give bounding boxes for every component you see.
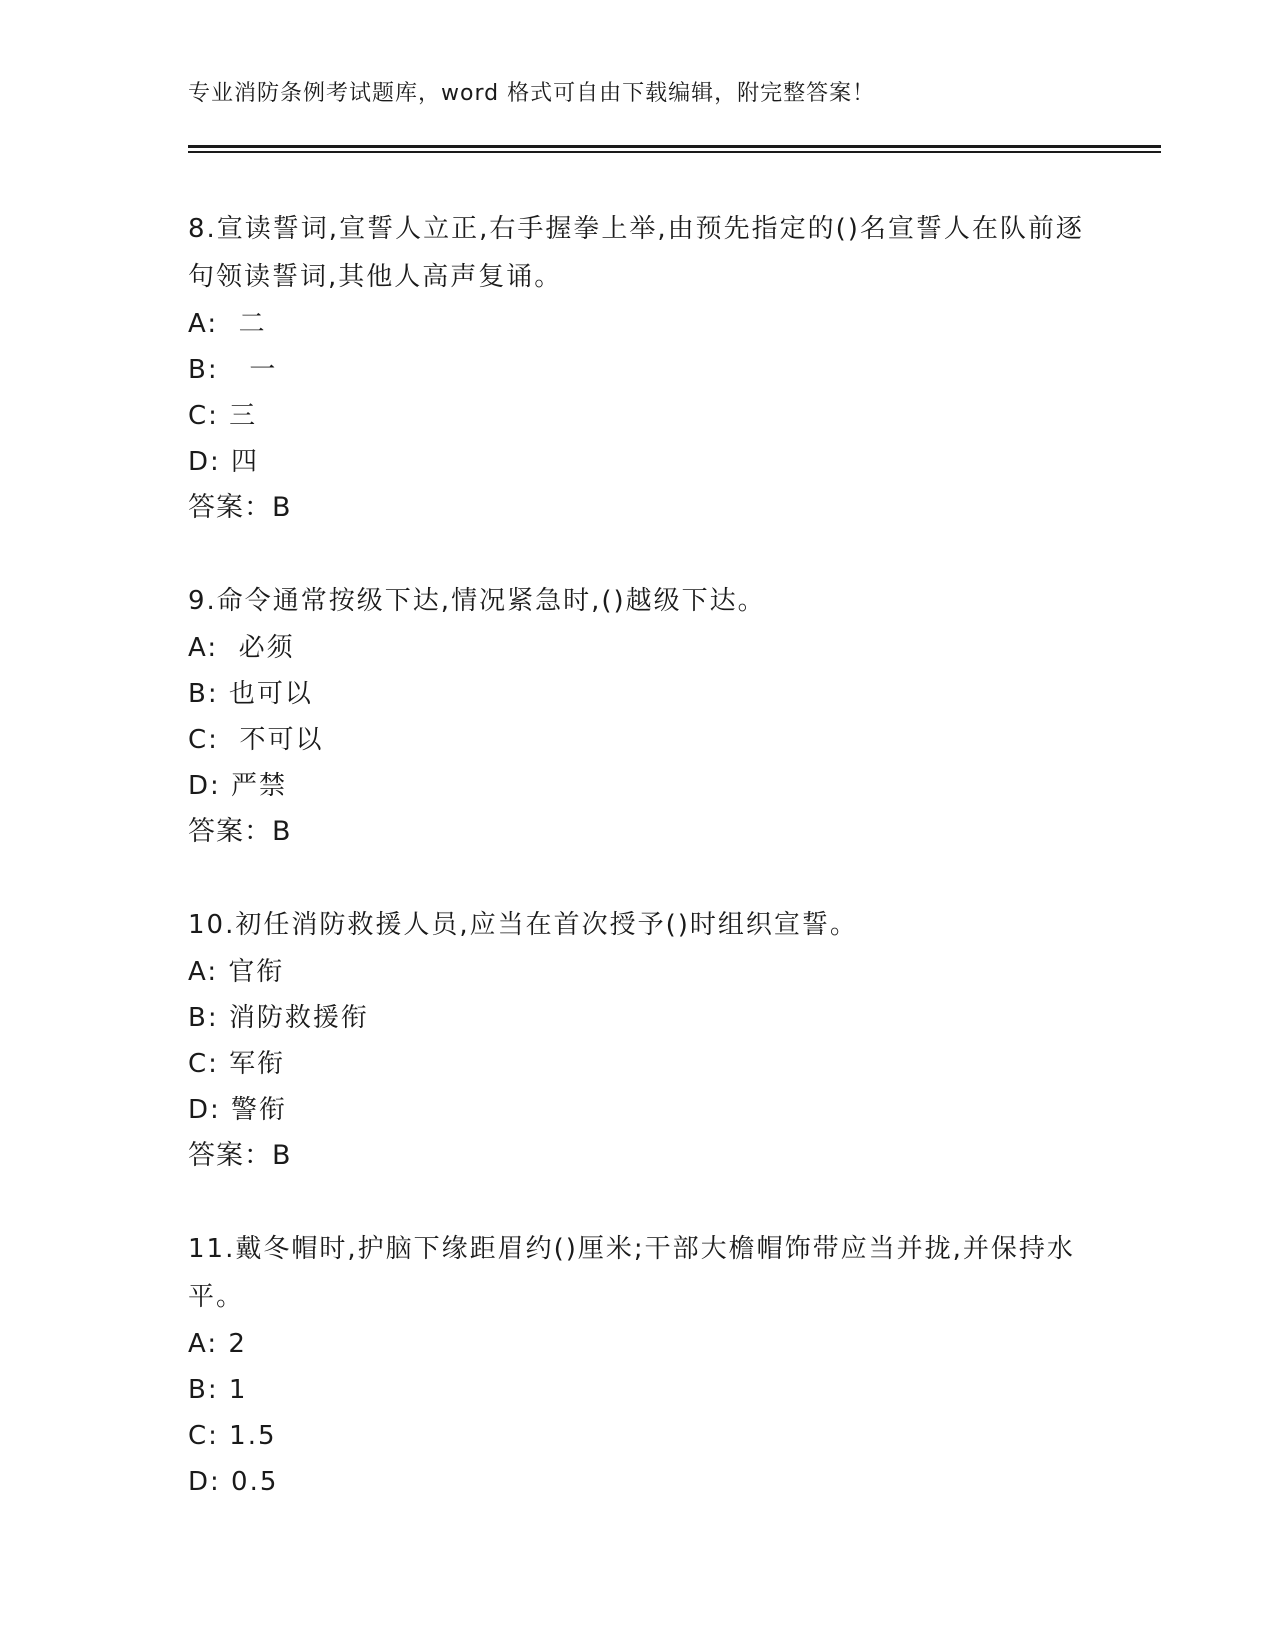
option-d: D: 严禁 [188,771,288,801]
option-b: B: 1 [188,1375,248,1405]
option-a: A: 官衔 [188,957,285,987]
option-a: A: 必须 [188,633,295,663]
option-c: C: 军衔 [188,1049,286,1079]
option-b: B: 也可以 [188,679,313,709]
option-c: C: 三 [188,401,258,431]
header-rule-thick [188,145,1161,148]
answer-line: 答案：B [188,816,292,847]
option-b: B: 消防救援衔 [188,1003,369,1033]
option-b: B: 一 [188,355,278,385]
question-9 [188,577,1088,855]
question-10 [188,901,1088,1179]
option-d: D: 警衔 [188,1095,288,1125]
option-d: D: 0.5 [188,1467,279,1497]
question-text: 8.宣读誓词,宣誓人立正,右手握拳上举,由预先指定的()名宣誓人在队前逐句领读誓词,其他人高声复诵。 [188,214,1084,292]
question-8 [188,205,1088,531]
question-11 [188,1225,1088,1505]
question-text: 9.命令通常按级下达,情况紧急时,()越级下达。 [188,586,766,616]
option-d: D: 四 [188,447,260,477]
question-list [188,205,1088,1551]
question-text: 11.戴冬帽时,护脑下缘距眉约()厘米;干部大檐帽饰带应当并拢,并保持水平。 [188,1234,1075,1312]
answer-line: 答案：B [188,492,292,523]
question-text: 10.初任消防救援人员,应当在首次授予()时组织宣誓。 [188,910,858,940]
option-a: A: 二 [188,309,267,339]
option-a: A: 2 [188,1329,247,1359]
option-c: C: 不可以 [188,725,324,755]
answer-line: 答案：B [188,1140,292,1171]
option-c: C: 1.5 [188,1421,277,1451]
header-rule-thin [188,151,1161,153]
page-header: 专业消防条例考试题库，word 格式可自由下载编辑，附完整答案！ [188,81,876,106]
